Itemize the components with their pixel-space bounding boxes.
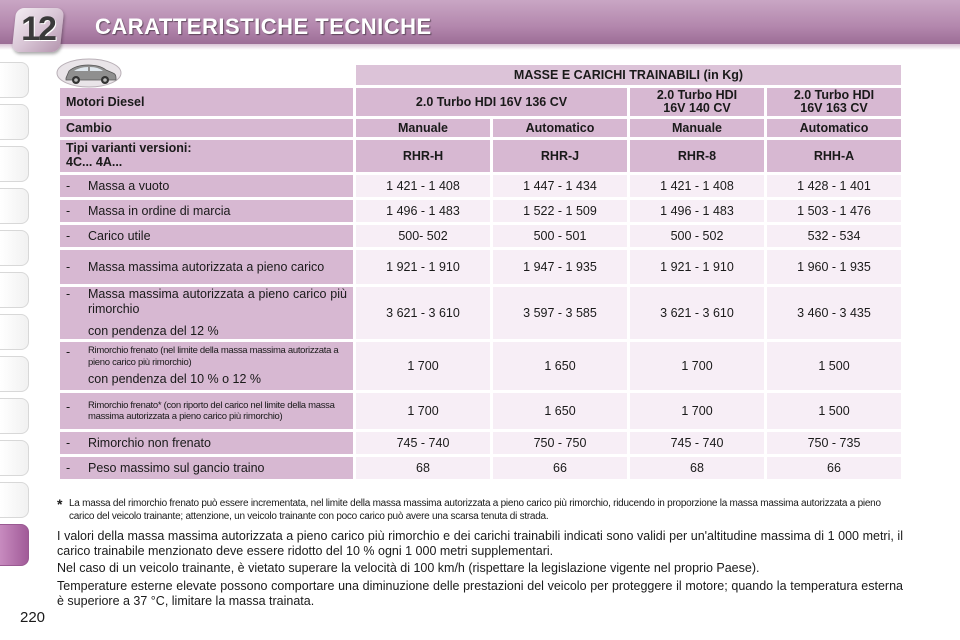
- gearbox-header: Automatico: [493, 119, 627, 137]
- table-cell: 532 - 534: [767, 225, 901, 247]
- table-cell: 1 447 - 1 434: [493, 175, 627, 197]
- table-cell: 1 700: [630, 393, 764, 429]
- table-cell: 3 621 - 3 610: [630, 287, 764, 339]
- table-row: [60, 250, 901, 284]
- table-cell: 3 621 - 3 610: [356, 287, 490, 339]
- row-dash: -: [66, 287, 71, 302]
- table-cell: 1 700: [630, 342, 764, 390]
- row-dash: -: [66, 399, 71, 414]
- header-shade: [0, 44, 960, 50]
- row-label: [60, 225, 353, 247]
- chapter-tab[interactable]: [0, 440, 29, 476]
- table-cell: 1 496 - 1 483: [356, 200, 490, 222]
- table-cell: 68: [356, 457, 490, 479]
- table-row: [60, 342, 901, 390]
- footnote-marker: *: [57, 496, 63, 512]
- table-cell: 1 960 - 1 935: [767, 250, 901, 284]
- engine-header: 2.0 Turbo HDI 16V 136 CV: [356, 88, 627, 116]
- table-cell: 68: [630, 457, 764, 479]
- row-dash: -: [66, 259, 71, 274]
- table-row: [60, 287, 901, 339]
- paragraph: Temperature esterne elevate possono comportare una diminuzione delle prestazioni del veicolo per proteggere il motore; quando la temperatura esterna è superiore a 37 °C, limitare la massa trainata.: [57, 578, 903, 608]
- table-cell: 500 - 501: [493, 225, 627, 247]
- row-label-text: Massa massima autorizzata a pieno carico: [88, 259, 325, 274]
- table-cell: 745 - 740: [630, 432, 764, 454]
- table-cell: 1 500: [767, 393, 901, 429]
- table-row: [60, 457, 901, 479]
- table-row: [60, 175, 901, 197]
- table-title: MASSE E CARICHI TRAINABILI (in Kg): [356, 65, 901, 85]
- table-cell: 1 421 - 1 408: [630, 175, 764, 197]
- row-dash: -: [66, 203, 71, 218]
- row-label-text: Peso massimo sul gancio traino: [88, 460, 265, 475]
- variants-label: Tipi varianti versioni: 4C... 4A...: [60, 140, 353, 172]
- page-title: CARATTERISTICHE TECNICHE: [95, 14, 432, 39]
- chapter-tab[interactable]: [0, 188, 29, 224]
- row-dash: -: [66, 228, 71, 243]
- table-row: [60, 393, 901, 429]
- row-label-text: Rimorchio frenato* (con riporto del carico nel limite della massa massima autorizzata a pieno carico più rimorchio): [88, 399, 335, 422]
- table-cell: 3 460 - 3 435: [767, 287, 901, 339]
- row-sublabel: con pendenza del 10 % o 12 %: [88, 372, 262, 387]
- table-header-engines: [60, 88, 901, 116]
- gearbox-label: Cambio: [60, 119, 353, 137]
- table-row: [60, 432, 901, 454]
- row-label-text: Rimorchio non frenato: [88, 435, 211, 450]
- car-icon: [56, 58, 122, 88]
- chapter-tab[interactable]: [0, 398, 29, 434]
- table-cell: 1 421 - 1 408: [356, 175, 490, 197]
- row-label: [60, 200, 353, 222]
- chapter-tab[interactable]: [0, 314, 29, 350]
- table-cell: 1 921 - 1 910: [630, 250, 764, 284]
- row-label: [60, 250, 353, 284]
- table-cell: 1 700: [356, 393, 490, 429]
- chapter-tab[interactable]: [0, 104, 29, 140]
- table-cell: 750 - 735: [767, 432, 901, 454]
- footnote: [57, 498, 907, 523]
- chapter-tab[interactable]: [0, 146, 29, 182]
- page-number: 220: [20, 609, 46, 626]
- chapter-tab[interactable]: [0, 482, 29, 518]
- variant-header: RHR-8: [630, 140, 764, 172]
- table-cell: 1 650: [493, 393, 627, 429]
- chapter-tab[interactable]: [0, 356, 29, 392]
- chapter-tabs: [0, 62, 30, 572]
- row-label: [60, 287, 353, 339]
- table-header-gearbox: [60, 119, 901, 137]
- chapter-badge: [12, 8, 65, 52]
- footnote-text: La massa del rimorchio frenato può essere incrementata, nel limite della massa massima autorizzata a pieno carico più rimorchio, riducendo in proporzione la massa massima autorizzata a pieno carico del veicolo trainante; attenzione, un veicolo trainante con poco carico può avere una scarsa tenuta di strada.: [69, 498, 881, 522]
- table-cell: 1 503 - 1 476: [767, 200, 901, 222]
- table-row: [60, 200, 901, 222]
- paragraph: Nel caso di un veicolo trainante, è vietato superare la velocità di 100 km/h (rispettare la legislazione vigente nel proprio Paese).: [57, 561, 760, 576]
- engine-label: Motori Diesel: [60, 88, 353, 116]
- row-label: [60, 393, 353, 429]
- engine-header: 2.0 Turbo HDI 16V 140 CV: [630, 88, 764, 116]
- table-cell: 1 650: [493, 342, 627, 390]
- gearbox-header: Automatico: [767, 119, 901, 137]
- row-dash: -: [66, 345, 71, 360]
- table-cell: 66: [493, 457, 627, 479]
- table-cell: 1 496 - 1 483: [630, 200, 764, 222]
- chapter-tab[interactable]: [0, 62, 29, 98]
- chapter-number: 12: [21, 10, 55, 48]
- row-dash: -: [66, 178, 71, 193]
- row-dash: -: [66, 435, 71, 450]
- table-cell: 500- 502: [356, 225, 490, 247]
- row-label-text: Massa massima autorizzata a pieno carico più rimorchio: [88, 287, 347, 316]
- variant-header: RHH-A: [767, 140, 901, 172]
- row-sublabel: con pendenza del 12 %: [88, 324, 219, 339]
- gearbox-header: Manuale: [356, 119, 490, 137]
- table-cell: 1 700: [356, 342, 490, 390]
- chapter-tab[interactable]: [0, 272, 29, 308]
- table-cell: 3 597 - 3 585: [493, 287, 627, 339]
- table-cell: 750 - 750: [493, 432, 627, 454]
- row-dash: -: [66, 460, 71, 475]
- engine-header: 2.0 Turbo HDI 16V 163 CV: [767, 88, 901, 116]
- gearbox-header: Manuale: [630, 119, 764, 137]
- table-cell: 1 500: [767, 342, 901, 390]
- row-label-text: Massa a vuoto: [88, 178, 170, 193]
- row-label: [60, 342, 353, 390]
- towing-weights-table: [57, 62, 904, 482]
- table-row: [60, 225, 901, 247]
- body-text: [57, 529, 903, 611]
- paragraph: I valori della massa massima autorizzata a pieno carico più rimorchio e dei carichi trainabili indicati sono validi per un'altitudine massima di 1 000 metri, il carico trainabile menzionato deve essere ridotto del 10 % ogni 1 000 metri supplementari.: [57, 529, 903, 558]
- table-cell: 1 428 - 1 401: [767, 175, 901, 197]
- variant-header: RHR-H: [356, 140, 490, 172]
- table-cell: 1 947 - 1 935: [493, 250, 627, 284]
- row-label-text: Rimorchio frenato (nel limite della massa massima autorizzata a pieno carico più rimorchio): [88, 345, 339, 368]
- variant-header: RHR-J: [493, 140, 627, 172]
- chapter-tab-active[interactable]: [0, 524, 29, 566]
- table-cell: 745 - 740: [356, 432, 490, 454]
- chapter-tab[interactable]: [0, 230, 29, 266]
- table-cell: 1 522 - 1 509: [493, 200, 627, 222]
- row-label: [60, 432, 353, 454]
- table-cell: 500 - 502: [630, 225, 764, 247]
- table-cell: 66: [767, 457, 901, 479]
- row-label-text: Massa in ordine di marcia: [88, 203, 231, 218]
- row-label: [60, 175, 353, 197]
- table-header-variants: [60, 140, 901, 172]
- row-label-text: Carico utile: [88, 228, 151, 243]
- table-cell: 1 921 - 1 910: [356, 250, 490, 284]
- row-label: [60, 457, 353, 479]
